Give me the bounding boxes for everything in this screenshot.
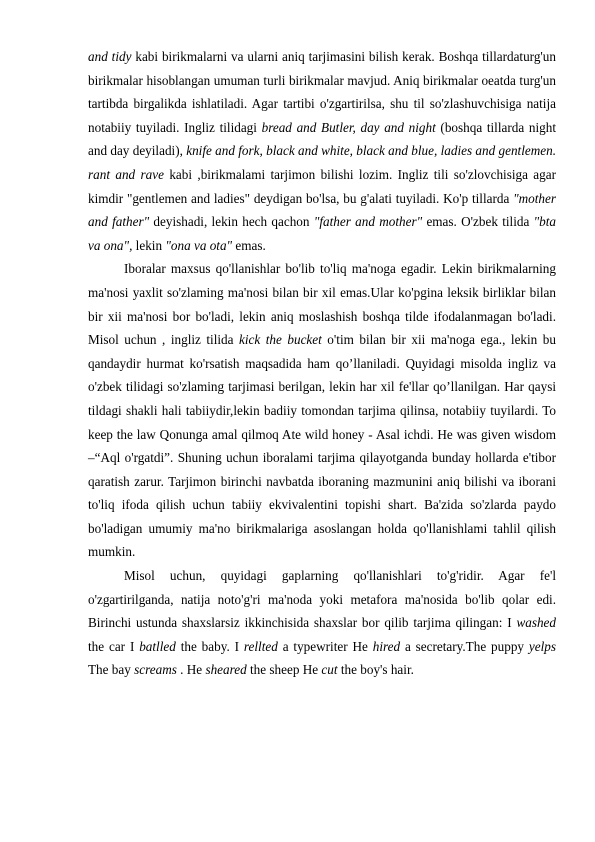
italic-text-run: rellted bbox=[243, 638, 278, 654]
text-run: emas. bbox=[232, 237, 266, 253]
text-run: Iboralar maxsus qo'llanishlar bo'lib to'liq ma'noga egadir. Lekin birikmalarning ma'nosi yaxlit so'zlaming ma'nosi bilan bir xil emas.Ular ko'pgina leksik birliklar bilan bir xii ma'nosi bor bo'ladi, lekin aniq moslashish boshqa tilde ifodalanmagan bo'ladi. Misol uchun , ingliz tilida bbox=[88, 261, 556, 348]
text-run: the sheep He bbox=[246, 662, 322, 678]
text-run: the baby. I bbox=[175, 638, 244, 654]
text-run: emas. O'zbek tilida bbox=[422, 214, 534, 230]
document-page bbox=[88, 45, 556, 682]
text-run: deyishadi, lekin hech qachon bbox=[149, 214, 314, 230]
italic-text-run: "ona va ota" bbox=[165, 237, 233, 253]
text-run: lekin bbox=[132, 237, 166, 253]
italic-text-run: "father and mother" bbox=[313, 214, 423, 230]
italic-text-run: screams bbox=[134, 662, 177, 678]
italic-text-run: bread and Butler, day and night bbox=[261, 119, 436, 135]
italic-text-run: and tidy bbox=[88, 49, 132, 64]
text-run: . He bbox=[176, 662, 206, 678]
text-run: The bay bbox=[88, 662, 135, 678]
italic-text-run: hired bbox=[372, 638, 401, 654]
italic-text-run: batlled bbox=[139, 638, 176, 654]
text-run: a typewriter He bbox=[277, 638, 373, 654]
text-run: a secretary.The puppy bbox=[400, 638, 529, 654]
italic-text-run: kick the bucket bbox=[239, 332, 322, 348]
text-run: Misol uchun, quyidagi gaplarning qo'llanishlari to'g'ridir. Agar fe'l o'zgartirilganda, natija noto'g'ri ma'noda yoki metafora ma'nosida bo'lib qolar edi. Birinchi ustunda shaxslarsiz ikkinchisida shaxslar bor qilib tarjima qilingan: I bbox=[88, 568, 556, 631]
italic-text-run: cut bbox=[321, 662, 338, 678]
paragraph-2 bbox=[88, 257, 556, 564]
text-run: o'tim bilan bir xii ma'noga ega., lekin bu qandaydir hurmat ko'rsatish maqsadida ham qo’llaniladi. Quyidagi misolda ingliz va o'zbek tilidagi so'zlaming tarjimasi berilgan, lekin har xil fe'llar qo’llanilgan. Har qaysi tildagi shakli hali tabiiydir,lekin badiiy tomondan tarjima qilinsa, notabiiy tuyilardi. To keep the law Qonunga amal qilmoq Ate wild honey - Asal ichdi. He was given wisdom –“Aql o'rgatdi”. Shuning uchun iboralami tarjima qilayotganda bunday hollarda e'tibor qaratish zarur. Tarjimon birinchi navbatda iboraning mazmunini aniq bilishi va iborani to'liq ifoda qilish uchun tabiiy ekvivalentini topishi shart. Ba'zida so'zlarda paydo bo'ladigan umumiy ma'no birikmalariga asoslangan holda qo'llanishlami tahlil qilish mumkin. bbox=[88, 332, 556, 560]
italic-text-run: sheared bbox=[205, 662, 247, 678]
italic-text-run: knife and fork, black and white, black and blue, ladies and gentlemen. rant and rave bbox=[88, 143, 556, 182]
paragraph-1 bbox=[88, 45, 556, 257]
text-run: the boy's hair. bbox=[337, 662, 414, 678]
text-run: (boshqa tillarda night and day deyiladi), bbox=[88, 119, 556, 159]
italic-text-run: yelps bbox=[528, 638, 556, 654]
text-run: kabi ,birikmalami tarjimon bilishi lozim. Ingliz tili so'zlovchisiga agar kimdir "gentlemen and ladies" deydigan bo'lsa, bu g'alati tuyiladi. Ko'p tillarda bbox=[88, 166, 557, 206]
italic-text-run: "mother and father" bbox=[88, 190, 556, 230]
italic-text-run: washed bbox=[516, 615, 556, 631]
paragraph-3 bbox=[88, 564, 556, 682]
text-run: kabi birikmalarni va ularni aniq tarjimasini bilish kerak. Boshqa tillardaturg'un birikmalar hisoblangan umuman turli birikmalar mavjud. Aniq birikmalar oeatda turg'un tartibda birgalikda ishlatiladi. Agar tartibi o'zgartirilsa, shu til so'zlashuvchisiga natija notabiiy tuyiladi. Ingliz tilidagi bbox=[88, 49, 556, 135]
text-run: the car I bbox=[88, 638, 140, 654]
italic-text-run: "bta va ona", bbox=[88, 214, 557, 253]
